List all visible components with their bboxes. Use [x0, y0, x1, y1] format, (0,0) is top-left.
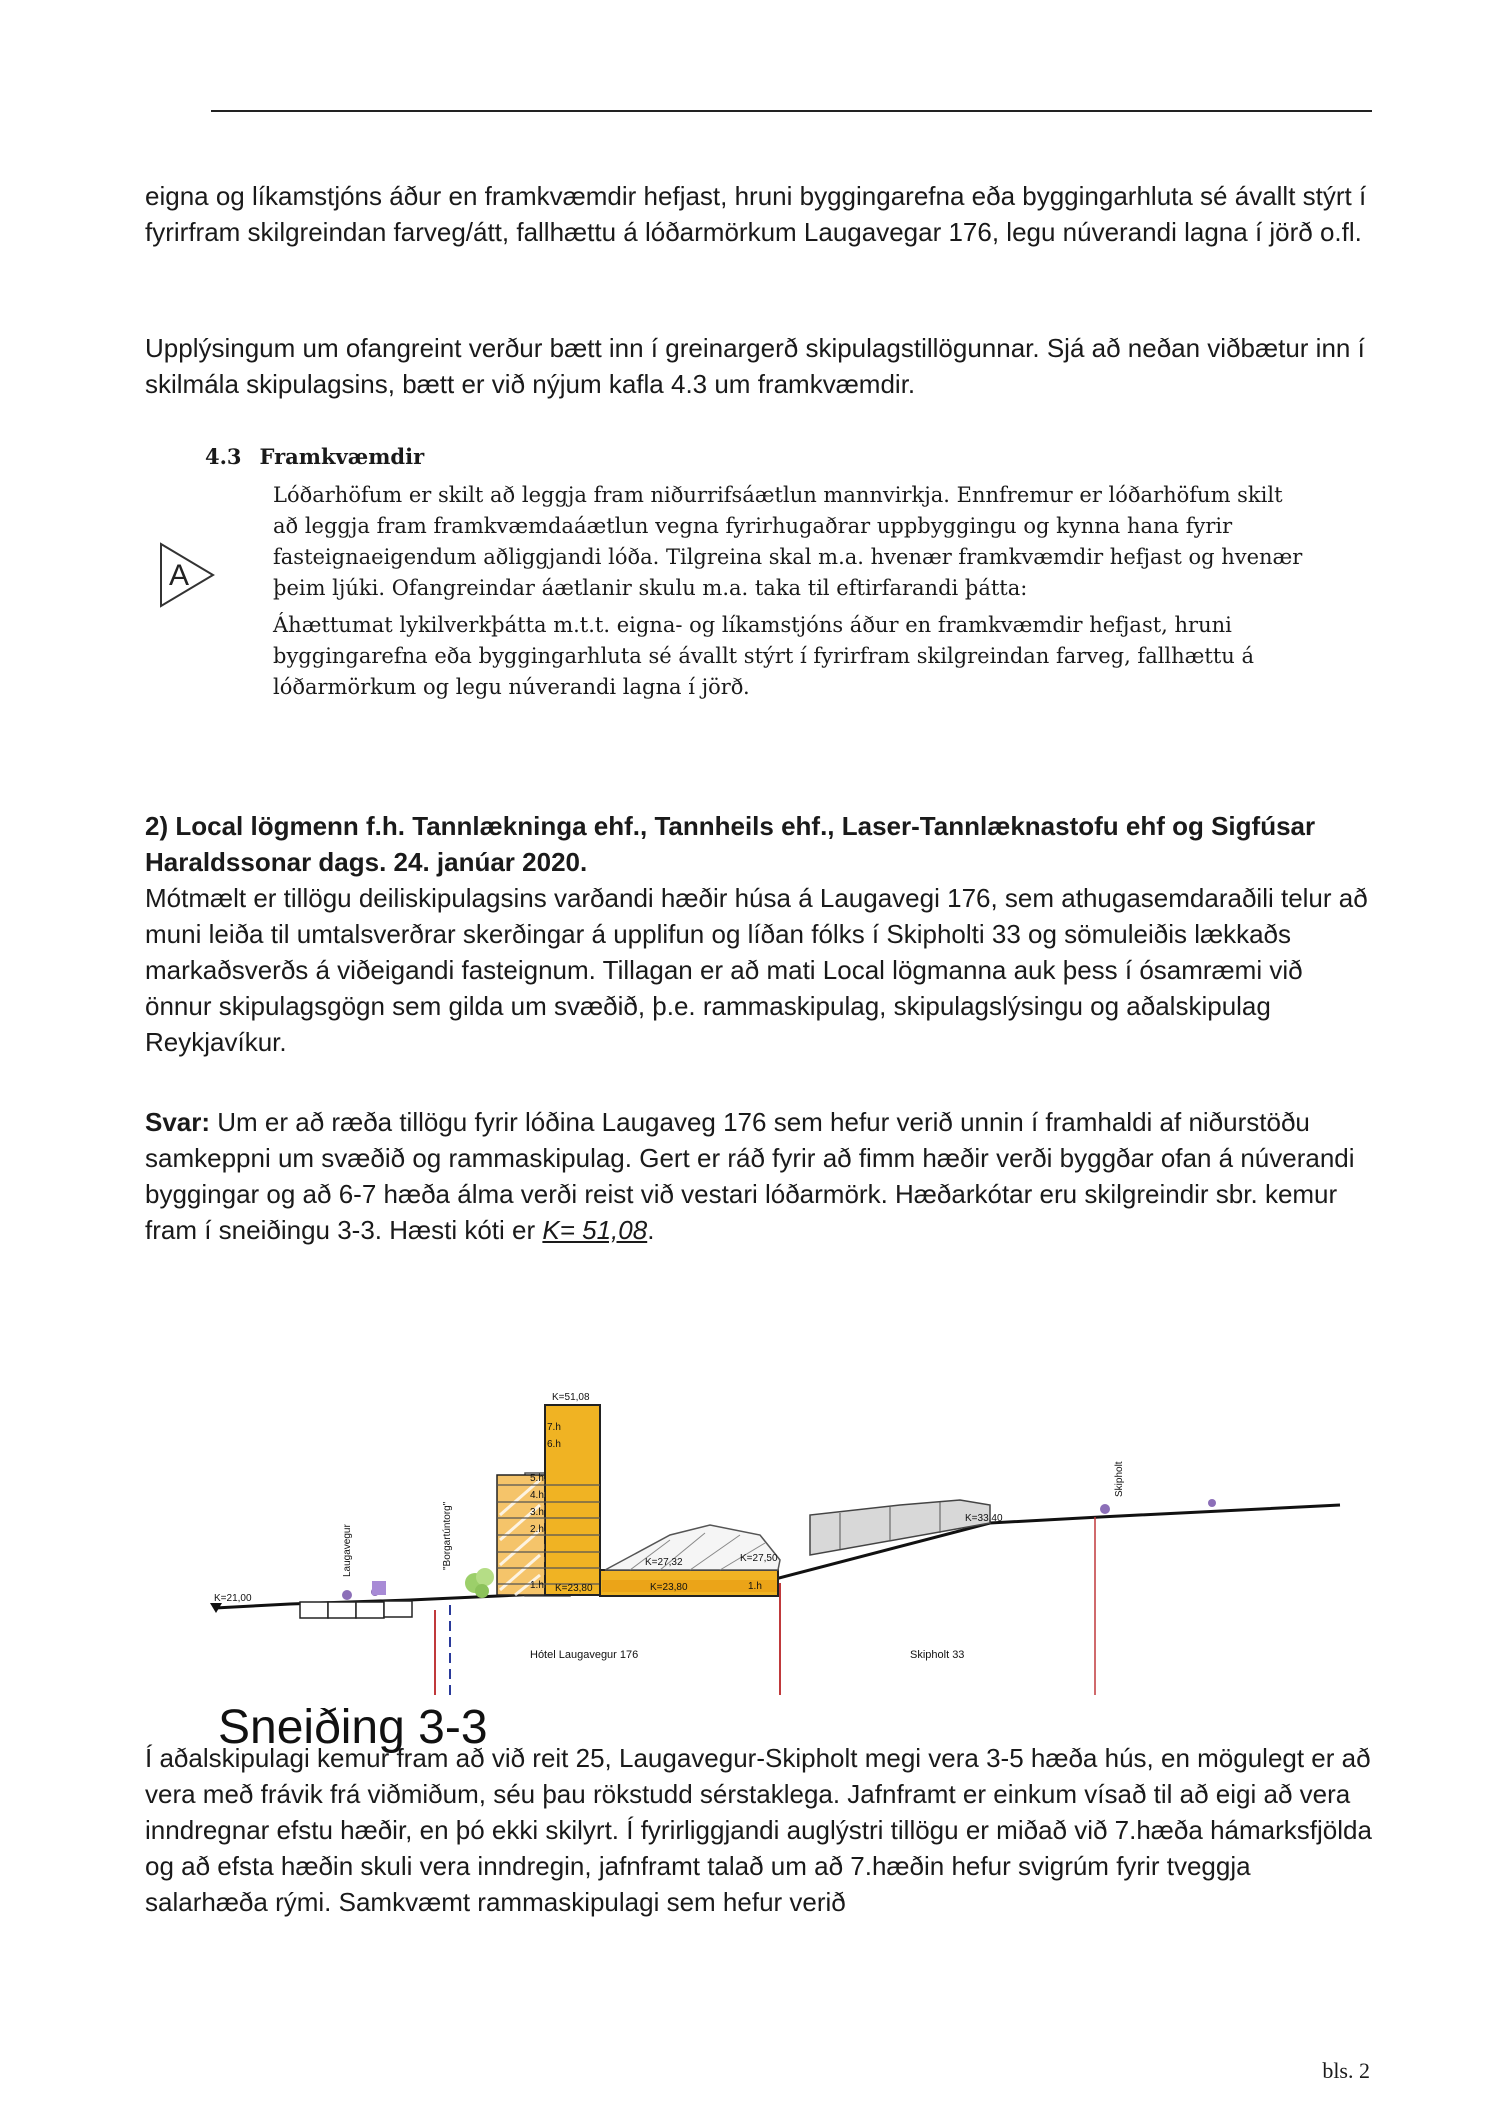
change-marker-icon [157, 540, 217, 610]
answer-label: Svar: [145, 1107, 211, 1137]
label-floor-6: 6.h [547, 1439, 561, 1450]
excerpt-title: Framkvæmdir [259, 444, 425, 469]
label-k-left: K=21,00 [214, 1593, 252, 1604]
figure-caption: Sneiðing 3-3 [218, 1701, 488, 1754]
header-rule [211, 110, 1372, 112]
excerpt-paragraph-1: Lóðarhöfum er skilt að leggja fram niðurrifsáætlun mannvirkja. Ennfremur er lóðarhöfum skilt að leggja fram framkvæmdaáætlun vegna fyrirhugaðrar uppbyggingu og kynna hana fyrir fasteignaeigendum aðliggjandi lóða. Tilgreina skal m.a. hvenær framkvæmdir hefjast og hvenær þeim ljúki. Ofangreindar áætlanir skulu m.a. taka til eftirfarandi þátta: [273, 483, 1303, 600]
label-laugavegur: Laugavegur [342, 1524, 353, 1577]
label-k-top: K=51,08 [552, 1392, 590, 1403]
label-borgartun: "Borgartúntorg" [442, 1501, 453, 1570]
paragraph-1: eigna og líkamstjóns áður en framkvæmdir hefjast, hruni byggingarefna eða byggingarhluta sé ávallt stýrt í fyrirfram skilgreindan farveg/átt, fallhættu á lóðarmörkum Laugavegar 176, legu núverandi lagna í jörð o.fl. [145, 181, 1367, 247]
label-k-right: K=33,40 [965, 1513, 1003, 1524]
label-skipholt33: Skipholt 33 [910, 1649, 965, 1661]
excerpt-section-4-3 [145, 440, 1325, 720]
excerpt-number: 4.3 [205, 444, 242, 469]
label-floor-4: 4.h [530, 1490, 544, 1501]
label-k-mid1: K=27,32 [645, 1557, 683, 1568]
max-height-value: K= 51,08 [542, 1215, 648, 1245]
change-marker-letter: A [169, 559, 190, 592]
label-skipholt: Skipholt [1114, 1461, 1125, 1497]
label-k-base: K=23,80 [555, 1583, 593, 1594]
label-k-mid2: K=27,50 [740, 1553, 778, 1564]
label-floor-7: 7.h [547, 1422, 561, 1433]
underground-boxes [300, 1601, 412, 1618]
label-floor-5: 5.h [530, 1473, 544, 1484]
answer-body: Um er að ræða tillögu fyrir lóðina Laugaveg 176 sem hefur verið unnin í framhaldi af niðurstöðu samkeppni um svæðið og rammaskipulag. Gert er ráð fyrir að fimm hæðir verði byggðar ofan á núverandi byggingar og að 6-7 hæða álma verði reist við vestari lóðarmörk. Hæðarkótar eru skilgreindir sbr. kemur fram í sneiðingu 3-3. Hæsti kóti er [145, 1107, 1355, 1245]
comment-body: Mótmælt er tillögu deiliskipulagsins varðandi hæðir húsa á Laugavegi 176, sem athugasemdaraðili telur að muni leiða til umtalsverðrar skerðingar á upplifun og líðan fólks í Skipholti 33 og sömuleiðis lækkaðs markaðsverðs á viðeigandi fasteignum. Tillagan er að mati Local lögmanna auk þess í ósamræmi við önnur skipulagsgögn sem gilda um svæðið, þ.e. rammaskipulag, skipulagslýsingu og aðalskipulag Reykjavíkur. [145, 883, 1368, 1057]
paragraph-2: Upplýsingum um ofangreint verður bætt inn í greinargerð skipulagstillögunnar. Sjá að neðan viðbætur inn í skilmála skipulagsins, bætt er við nýjum kafla 4.3 um framkvæmdir. [145, 333, 1365, 399]
hotel-tower [497, 1405, 600, 1596]
page-number: bls. 2 [1322, 2058, 1370, 2083]
label-floor-2: 2.h [530, 1524, 544, 1535]
comment-title: 2) Local lögmenn f.h. Tannlækninga ehf., Tannheils ehf., Laser-Tannlæknastofu ehf og Sigfúsar Haraldssonar dags. 24. janúar 2020. [145, 811, 1316, 877]
label-floor-right: 1.h [748, 1581, 762, 1592]
answer-paragraph [145, 1104, 1375, 1248]
comment-heading [145, 808, 1375, 880]
excerpt-body [273, 480, 1313, 709]
label-hotel: Hótel Laugavegur 176 [530, 1649, 639, 1661]
label-floor-1: 1.h [530, 1580, 544, 1591]
answer-end: . [647, 1215, 655, 1245]
paragraph-5: Í aðalskipulagi kemur fram að við reit 25, Laugavegur-Skipholt megi vera 3-5 hæða hús, en mögulegt er að vera með frávik frá viðmiðum, séu þau rökstudd sérstaklega. Jafnframt er einkum vísað til að eigi að vera inndregnar efstu hæðir, en þó ekki skilyrt. Í fyrirliggjandi auglýstri tillögu er miðað við 7.hæða hámarksfjölda og að efsta hæðin skuli vera inndregin, jafnframt talað um að 7.hæðin hefur svigrúm fyrir tveggja salarhæða rými. Samkvæmt rammaskipulagi sem hefur verið [145, 1743, 1372, 1917]
label-floor-3: 3.h [530, 1507, 544, 1518]
excerpt-heading [205, 444, 424, 469]
excerpt-paragraph-2: Áhættumat lykilverkþátta m.t.t. eigna- og líkamstjóns áður en framkvæmdir hefjast, hruni byggingarefna eða byggingarhluta sé ávallt stýrt í fyrirfram skilgreindan farveg, fallhættu á lóðarmörkum og legu núverandi lagna í jörð. [273, 613, 1255, 699]
label-k-base2: K=23,80 [650, 1582, 688, 1593]
